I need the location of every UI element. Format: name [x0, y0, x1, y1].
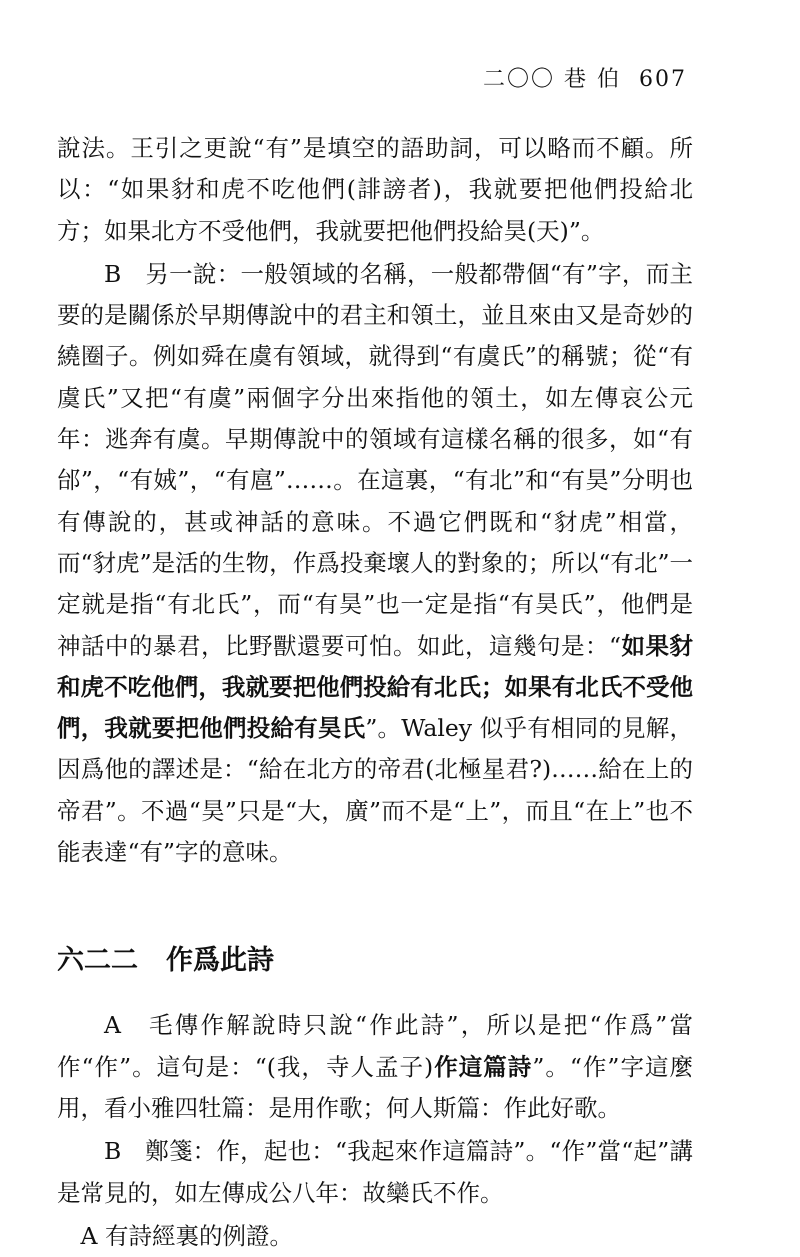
section-title: 作爲此詩 [166, 945, 274, 977]
paragraph-b-bold-translation: 如果豺和虎不吃他們，我就要把他們投給有北氏；如果有北氏不受他們，我就要把他們投給有昊氏 [57, 631, 693, 743]
page-number: 607 [639, 67, 687, 92]
section-number: 六二二 [57, 945, 138, 977]
section-heading [57, 943, 693, 979]
paragraph-b-text-2: ”。Waley 似乎有相同的見解，因爲他的譯述是：“給在北方的帝君(北極星君?)……給在上的帝君”。不過“昊”只是“大，廣”而不是“上”，而且“在上”也不能表達“有”字的意味。 [57, 714, 693, 867]
paragraph-b-another-view [57, 254, 693, 873]
paragraph-continued: 說法。王引之更說“有”是填空的語助詞，可以略而不顧。所以：“如果豺和虎不吃他們(誹謗者)，我就要把他們投給北方；如果北方不受他們，我就要把他們投給昊(天)”。 [57, 134, 693, 245]
running-header [465, 62, 687, 93]
paragraph-b-zheng-commentary: B 鄭箋：作，起也：“我起來作這篇詩”。“作”當“起”講是常見的，如左傳成公八年：故欒氏不作。 [57, 1137, 693, 1207]
paragraph-a-text-2: ”。“作”字這麼用，看小雅四牡篇：是用作歌；何人斯篇：作此好歌。 [57, 1052, 693, 1122]
page-body [57, 128, 693, 1257]
paragraph-a-text-1: A 毛傳作解說時只說“作此詩”，所以是把“作爲”當作“作”。這句是：“(我，寺人孟子) [57, 1011, 693, 1081]
paragraph-a-bold-translation: 作這篇詩 [433, 1052, 533, 1081]
running-title: 二〇〇 巷 伯 [483, 67, 621, 92]
paragraph-a-mao-commentary [57, 1005, 693, 1129]
paragraph-b-text-1: B 另一說：一般領域的名稱，一般都帶個“有”字，而主要的是關係於早期傳說中的君主和領土，並且來由又是奇妙的繞圈子。例如舜在虞有領域，就得到“有虞氏”的稱號；從“有虞氏”又把“有虞”兩個字分出來指他的領土，如左傳哀公元年：逃奔有虞。早期傳說中的領域有這樣名稱的很多，如“有邰”，“有娀”，“有扈”……。在這裏，“有北”和“有昊”分明也有傳說的，甚或神話的意味。不過它們既和“豺虎”相當，而“豺虎”是活的生物，作爲投棄壞人的對象的；所以“有北”一定就是指“有北氏”，而“有昊”也一定是指“有昊氏”，他們是神話中的暴君，比野獸還要可怕。如此，這幾句是：“ [57, 259, 693, 660]
paragraph-a-note: A 有詩經裏的例證。 [80, 1221, 293, 1250]
